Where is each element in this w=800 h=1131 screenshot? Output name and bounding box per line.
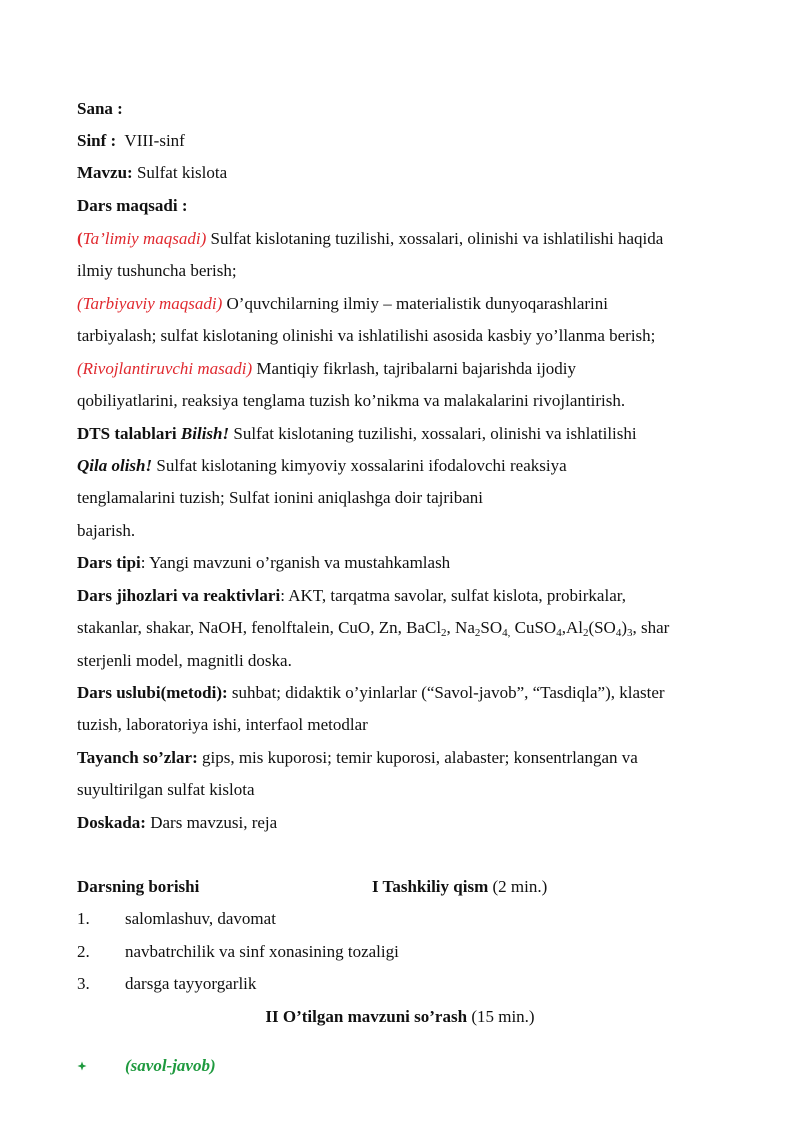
jihoz-line-2: stakanlar, shakar, NaOH, fenolftalein, CuO, Zn, BaCl$_2$, $Na_2SO_{4,}$ $CuSO_4,Al_2(SO_4)_3$, shar [77, 618, 670, 639]
mavzu-label: Mavzu: [77, 163, 133, 182]
dts-line-2: Qila olish! Sulfat kislotaning kimyoviy xossalarini ifodalovchi reaksiya [77, 456, 567, 475]
jihoz-label: Dars jihozlari va reaktivlari [77, 586, 281, 605]
document-page: Sana : Sinf : VIII-sinf Mavzu: Sulfat kislota Dars maqsadi : (Ta’limiy maqsadi) Sulfat kislotaning tuzilishi, xossalari, olinishi va ishlatilishi haqida ilmiy tushuncha berish; (Tarbiyaviy maqsadi) O’quvchilarning ilmiy – materialistik dunyoqarashlarini tarbiyalash; sulfat kislotaning olinishi va ishlatilishi asosida kasbiy yo’llanma berish; (Rivojlantiruvchi masadi) Mantiqiy fikrlash, tajribalarni bajarishda ijodiy qobiliyatlarini, reaksiya tenglama tuzish ko’nikma va malakalarini rivojlantirish. DTS talablari Bilish! Sulfat kislotaning tuzilishi, xossalari, olinishi va ishlatilishi Qila olish! Sulfat kislotaning kimyoviy xossalarini ifodalovchi reaksiya tenglamalarini tuzish; Sulfat ionini aniqlashga doir tajribani bajarish. Dars tipi: Yangi mavzuni o’rganish va mustahkamlash Dars jihozlari va reaktivlari: AKT, tarqatma savolar, sulfat kislota, probirkalar, stakanlar, shakar, NaOH, fenolftalein, CuO, Zn, BaCl$_2$, $Na_2SO_{4,}$ $CuSO_4,Al_2(SO_4)_3$, shar sterjenli model, magnitli doska. Dars uslubi(metodi): suhbat; didaktik o’yinlarlar (“Savol-javob”, “Tasdiqla”), klaster tuzish, laboratoriya ishi, interfaol metodlar Tayanch so’zlar: gips, mis kuporosi; temir kuporosi, alabaster; konsentrlangan va suyultirilgan sulfat kislota Doskada: Dars mavzusi, reja Darsning borishi I Tashkiliy qism (2 min.) 1. salomlashuv, davomat 2. navbatrchilik va sinf xonasining tozaligi 3. darsga tayyorgarlik II O’tilgan mavzuni so’rash (15 min.) (savol-javob) [0, 0, 800, 1131]
mavzu-line [77, 162, 227, 184]
uslub-line-1: Dars uslubi(metodi): suhbat; didaktik o’yinlarlar (“Savol-javob”, “Tasdiqla”), klaster [77, 683, 665, 702]
section-1-heading: I Tashkiliy qism (2 min.) [372, 877, 548, 896]
tarbiyaviy-label: (Tarbiyaviy maqsadi) [77, 294, 223, 313]
dts-line-4: bajarish. [77, 521, 136, 540]
sana-label: Sana : [77, 99, 123, 118]
uslub-label: Dars uslubi(metodi): [77, 683, 228, 702]
doska-line: Doskada: Dars mavzusi, reja [77, 813, 278, 832]
sinf-label: Sinf : [77, 131, 117, 150]
tarbiyaviy-line-1: (Tarbiyaviy maqsadi) O’quvchilarning ilmiy – materialistik dunyoqarashlarini [77, 294, 609, 313]
tipi-label: Dars tipi [77, 553, 141, 572]
tayanch-label: Tayanch so’zlar: [77, 748, 198, 767]
talimiy-line-1: (Ta’limiy maqsadi) Sulfat kislotaning tuzilishi, xossalari, olinishi va ishlatilishi haqida [77, 229, 664, 248]
borishi-heading: Darsning borishi [77, 877, 200, 896]
savol-javob-label: (savol-javob) [125, 1056, 216, 1075]
green-bullet-icon [77, 1061, 87, 1071]
rivoj-line-2: qobiliyatlarini, reaksiya tenglama tuzish ko’nikma va malakalarini rivojlantirish. [77, 391, 626, 410]
rivoj-line-1: (Rivojlantiruvchi masadi) Mantiqiy fikrlash, tajribalarni bajarishda ijodiy [77, 359, 577, 378]
rivoj-label: (Rivojlantiruvchi masadi) [77, 359, 253, 378]
tayanch-line-2: suyultirilgan sulfat kislota [77, 780, 255, 799]
sinf-value: VIII-sinf [124, 131, 185, 150]
sana-line [77, 98, 123, 120]
tayanch-line-1: Tayanch so’zlar: gips, mis kuporosi; temir kuporosi, alabaster; konsentrlangan va [77, 748, 638, 767]
mavzu-value: Sulfat kislota [136, 163, 228, 182]
doska-label: Doskada: [77, 813, 146, 832]
uslub-line-2: tuzish, laboratoriya ishi, interfaol metodlar [77, 715, 368, 734]
dts-line-3: tenglamalarini tuzish; Sulfat ionini aniqlashga doir tajribani [77, 488, 484, 507]
tarbiyaviy-line-2: tarbiyalash; sulfat kislotaning olinishi va ishlatilishi asosida kasbiy yo’llanma berish; [77, 326, 656, 345]
jihoz-line-1: Dars jihozlari va reaktivlari: AKT, tarqatma savolar, sulfat kislota, probirkalar, [77, 586, 626, 605]
talimiy-label: Ta’limiy maqsadi) [82, 229, 207, 248]
jihoz-line-3: sterjenli model, magnitli doska. [77, 651, 292, 670]
section-2-heading: II O’tilgan mavzuni so’rash (15 min.) [265, 1007, 535, 1026]
dts-line-1: DTS talablari Bilish! Sulfat kislotaning tuzilishi, xossalari, olinishi va ishlatilishi [77, 424, 637, 443]
sinf-line [77, 130, 185, 152]
maqsad-heading: Dars maqsadi : [77, 196, 188, 215]
tipi-line: Dars tipi: Yangi mavzuni o’rganish va mustahkamlash [77, 553, 451, 572]
dts-label: DTS talablari [77, 424, 177, 443]
talimiy-line-2: ilmiy tushuncha berish; [77, 261, 237, 280]
